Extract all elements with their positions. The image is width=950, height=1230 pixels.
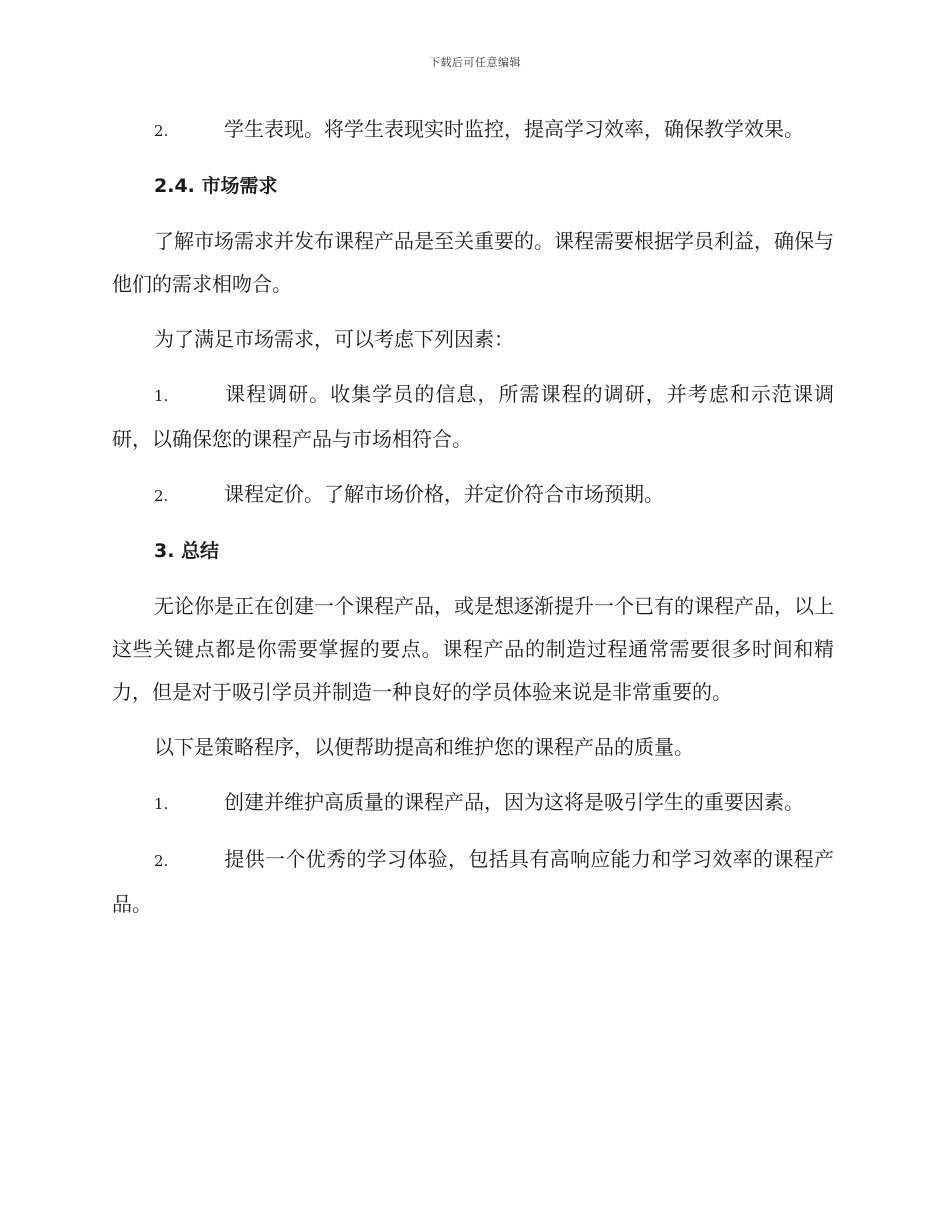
section-heading: 3. 总结 <box>154 540 220 562</box>
list-number: 2. <box>154 487 169 505</box>
document-body <box>112 108 834 938</box>
list-item <box>112 373 834 461</box>
paragraph: 了解市场需求并发布课程产品是至关重要的。课程需要根据学员利益，确保与他们的需求相吻合。 <box>112 229 834 296</box>
list-item <box>112 838 834 926</box>
list-text: 提供一个优秀的学习体验，包括具有高响应能力和学习效率的课程产品。 <box>112 847 834 916</box>
paragraph: 为了满足市场需求，可以考虑下列因素： <box>154 327 514 351</box>
list-text: 课程调研。收集学员的信息，所需课程的调研，并考虑和示范课调研，以确保您的课程产品与市场相符合。 <box>112 382 834 451</box>
page-header: 下载后可任意编辑 <box>429 56 521 69</box>
list-number: 1. <box>154 387 169 405</box>
list-number: 2. <box>154 122 169 140</box>
list-item <box>112 781 834 826</box>
list-text: 课程定价。了解市场价格，并定价符合市场预期。 <box>224 482 664 506</box>
list-item <box>112 108 834 153</box>
list-text: 创建并维护高质量的课程产品，因为这将是吸引学生的重要因素。 <box>224 790 804 814</box>
paragraph: 无论你是正在创建一个课程产品，或是想逐渐提升一个已有的课程产品，以上这些关键点都是你需要掌握的要点。课程产品的制造过程通常需要很多时间和精力，但是对于吸引学员并制造一种良好的学员体验来说是非常重要的。 <box>112 594 834 704</box>
list-number: 1. <box>154 795 169 813</box>
list-item <box>112 473 834 518</box>
list-text: 学生表现。将学生表现实时监控，提高学习效率，确保教学效果。 <box>224 117 804 141</box>
section-heading: 2.4. 市场需求 <box>154 175 278 197</box>
list-number: 2. <box>154 852 169 870</box>
paragraph: 以下是策略程序，以便帮助提高和维护您的课程产品的质量。 <box>154 735 694 759</box>
